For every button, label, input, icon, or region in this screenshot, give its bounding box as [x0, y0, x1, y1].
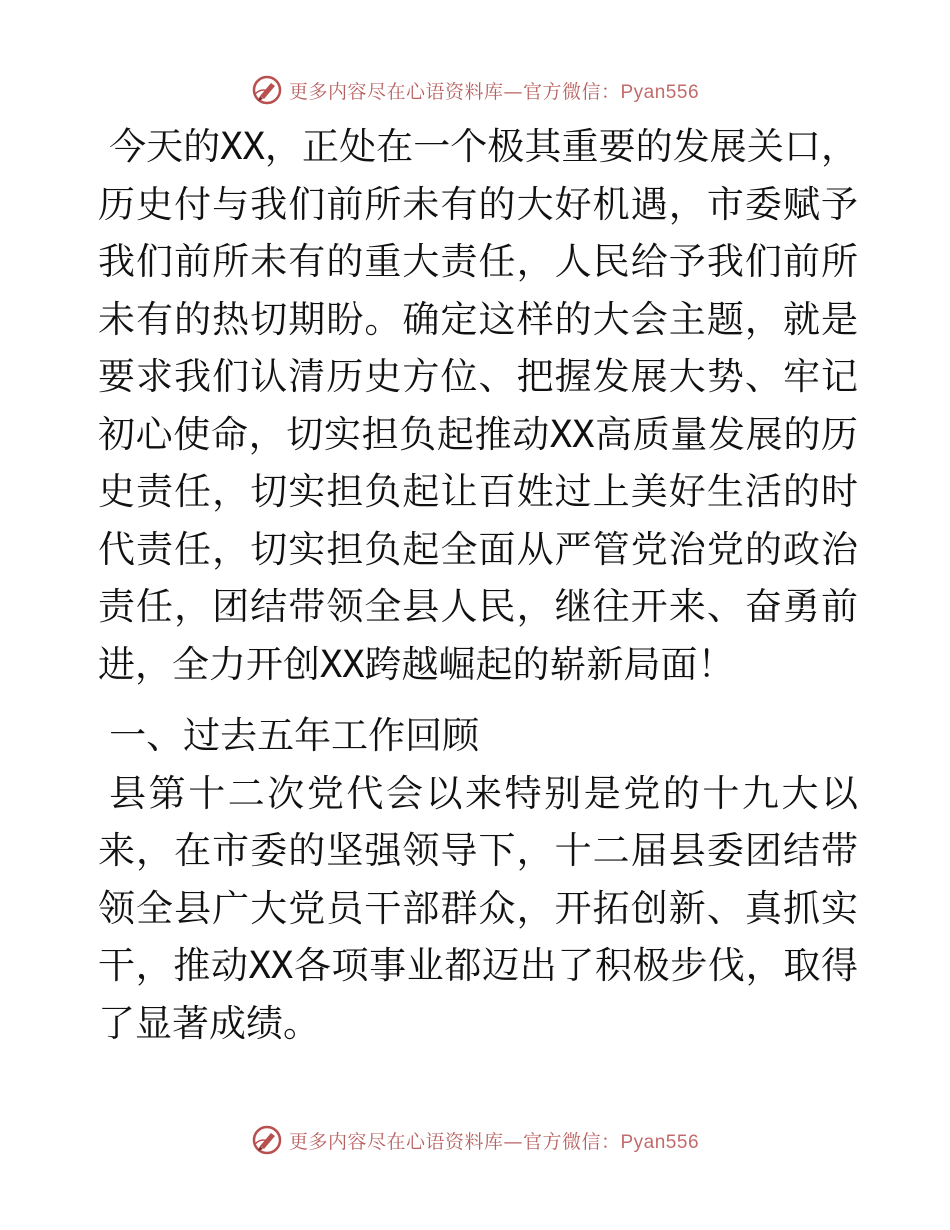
intro-paragraph: 今天的XX，正处在一个极其重要的发展关口，历史付与我们前所未有的大好机遇，市委赋予我们前所未有的重大责任，人民给予我们前所未有的热切期盼。确定这样的大会主题，就是要求我们认清历史方位、把握发展大势、牢记初心使命，切实担负起推动XX高质量发展的历史责任，切实担负起让百姓过上美好生活的时代责任，切实担负起全面从严管党治党的政治责任，团结带领全县人民，继往开来、奋勇前进，全力开创XX跨越崛起的崭新局面！ — [98, 125, 858, 686]
watermark-banner-bottom — [0, 1122, 950, 1158]
watermark-text — [289, 77, 699, 104]
watermark-site-text: 更多内容尽在心语资料库—官方微信： — [288, 80, 621, 103]
watermark-banner-top — [0, 72, 950, 108]
watermark-wechat-id: Pyan556 — [620, 1131, 700, 1153]
section-heading: 一、过去五年工作回顾 — [109, 714, 480, 757]
pen-logo-icon — [251, 74, 283, 106]
pen-logo-icon — [251, 1124, 283, 1156]
document-body — [98, 118, 858, 1052]
section-paragraph: 县第十二次党代会以来特别是党的十九大以来，在市委的坚强领导下，十二届县委团结带领全县广大党员干部群众，开拓创新、真抓实干，推动XX各项事业都迈出了积极步伐，取得了显著成绩。 — [98, 771, 858, 1045]
watermark-wechat-id: Pyan556 — [620, 81, 700, 103]
watermark-site-text: 更多内容尽在心语资料库—官方微信： — [288, 1130, 621, 1153]
watermark-text — [289, 1127, 699, 1154]
